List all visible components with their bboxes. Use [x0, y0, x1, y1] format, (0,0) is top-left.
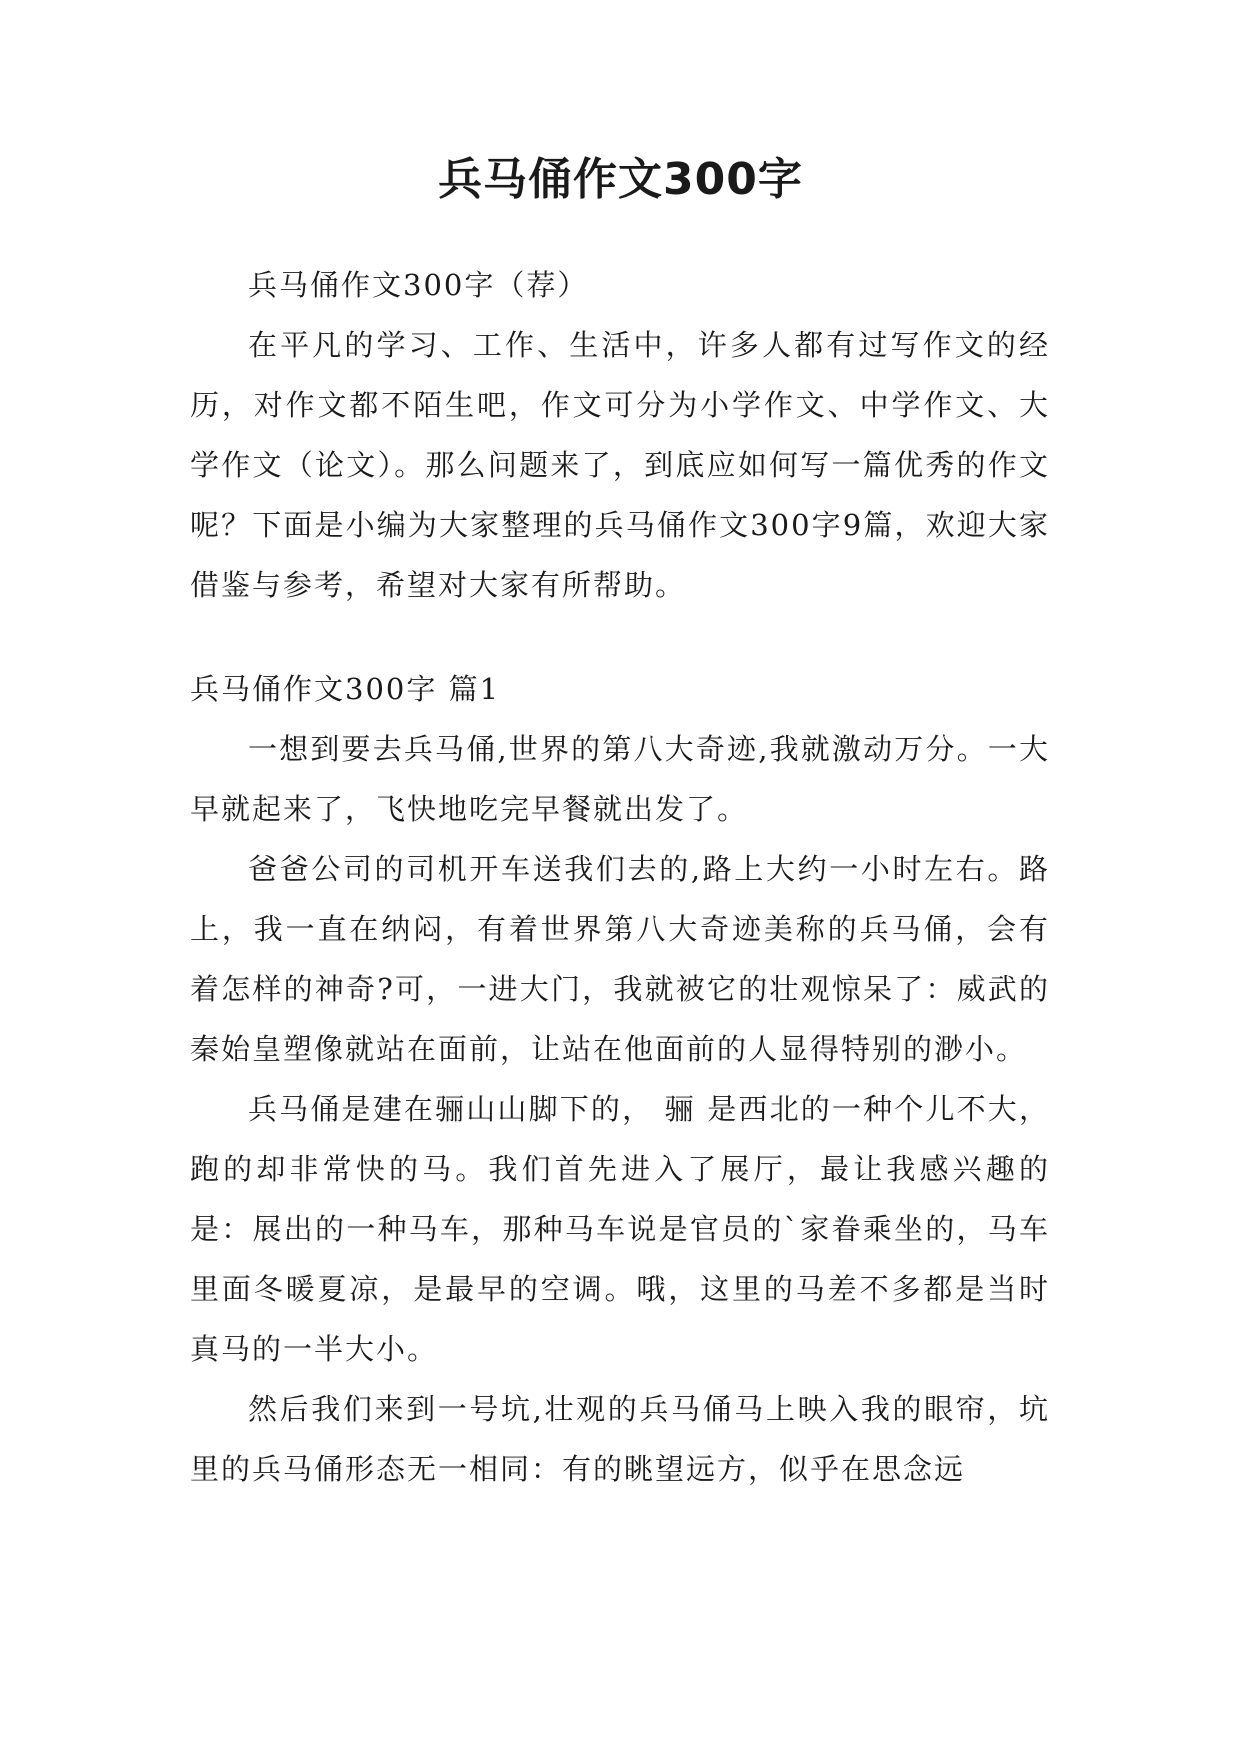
intro-heading: 兵马俑作文300字（荐）	[248, 268, 589, 302]
document-title: 兵马俑作文300字	[438, 154, 803, 205]
paragraph: 爸爸公司的司机开车送我们去的,路上大约一小时左右。路上，我一直在纳闷，有着世界第八大奇迹美称的兵马俑，会有着怎样的神奇?可，一进大门，我就被它的壮观惊呆了：威武的秦始皇塑像就站在面前，让站在他面前的人显得特别的渺小。	[190, 852, 1050, 1066]
document-body	[190, 255, 1050, 1499]
section-title: 兵马俑作文300字 篇1	[190, 672, 501, 706]
intro-paragraph: 在平凡的学习、工作、生活中，许多人都有过写作文的经历，对作文都不陌生吧，作文可分为小学作文、中学作文、大学作文（论文）。那么问题来了，到底应如何写一篇优秀的作文呢？下面是小编为大家整理的兵马俑作文300字9篇，欢迎大家借鉴与参考，希望对大家有所帮助。	[190, 328, 1050, 602]
paragraph: 一想到要去兵马俑,世界的第八大奇迹,我就激动万分。一大早就起来了，飞快地吃完早餐就出发了。	[190, 732, 1050, 826]
section-spacer	[190, 615, 1050, 659]
paragraph: 兵马俑是建在骊山山脚下的， 骊 是西北的一种个儿不大，跑的却非常快的马。我们首先进入了展厅，最让我感兴趣的是：展出的一种马车，那种马车说是官员的`家眷乘坐的，马车里面冬暖夏凉，是最早的空调。哦，这里的马差不多都是当时真马的一半大小。	[190, 1092, 1050, 1366]
paragraph: 然后我们来到一号坑,壮观的兵马俑马上映入我的眼帘，坑里的兵马俑形态无一相同：有的眺望远方，似乎在思念远	[190, 1392, 1050, 1486]
